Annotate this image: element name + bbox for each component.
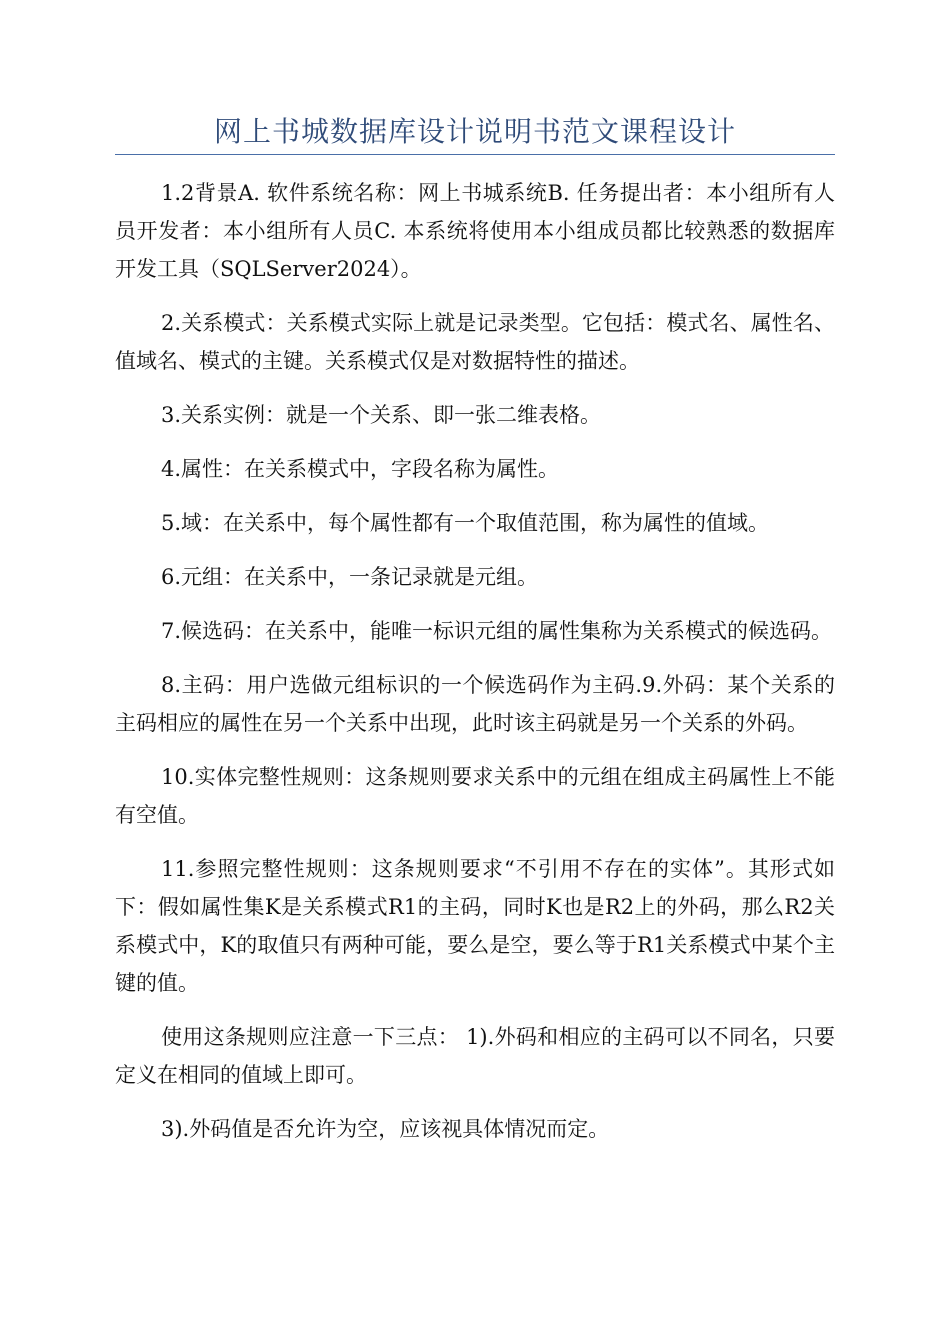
- paragraph-domain: 5.域：在关系中，每个属性都有一个取值范围，称为属性的值域。: [161, 511, 770, 535]
- paragraph-foreign-key-null: 3).外码值是否允许为空，应该视具体情况而定。: [161, 1117, 610, 1141]
- paragraph-primary-foreign-key: 8.主码：用户选做元组标识的一个候选码作为主码.9.外码：某个关系的主码相应的属性在另一个关系中出现，此时该主码就是另一个关系的外码。: [115, 673, 835, 735]
- paragraph-background: 1.2背景A. 软件系统名称：网上书城系统B. 任务提出者：本小组所有人员开发者：本小组所有人员C. 本系统将使用本小组成员都比较熟悉的数据库开发工具（SQLServer2024）。: [115, 181, 835, 281]
- paragraph-entity-integrity: 10.实体完整性规则：这条规则要求关系中的元组在组成主码属性上不能有空值。: [115, 765, 835, 827]
- document-body: [115, 174, 835, 1164]
- document-title: 网上书城数据库设计说明书范文课程设计: [213, 115, 736, 148]
- paragraph-tuple: 6.元组：在关系中，一条记录就是元组。: [161, 565, 539, 589]
- paragraph-attribute: 4.属性：在关系模式中，字段名称为属性。: [161, 457, 560, 481]
- paragraph-referential-integrity: 11.参照完整性规则：这条规则要求“不引用不存在的实体”。其形式如下：假如属性集K是关系模式R1的主码，同时K也是R2上的外码，那么R2关系模式中，K的取值只有两种可能，要么是空，要么等于R1关系模式中某个主键的值。: [115, 857, 835, 995]
- paragraph-candidate-key: 7.候选码：在关系中，能唯一标识元组的属性集称为关系模式的候选码。: [161, 619, 833, 643]
- paragraph-rule-notes: 使用这条规则应注意一下三点： 1).外码和相应的主码可以不同名，只要定义在相同的值域上即可。: [115, 1025, 835, 1087]
- paragraph-relation-instance: 3.关系实例：就是一个关系、即一张二维表格。: [161, 403, 602, 427]
- paragraph-relation-schema: 2.关系模式：关系模式实际上就是记录类型。它包括：模式名、属性名、值域名、模式的主键。关系模式仅是对数据特性的描述。: [115, 311, 835, 373]
- title-underline: [115, 154, 835, 155]
